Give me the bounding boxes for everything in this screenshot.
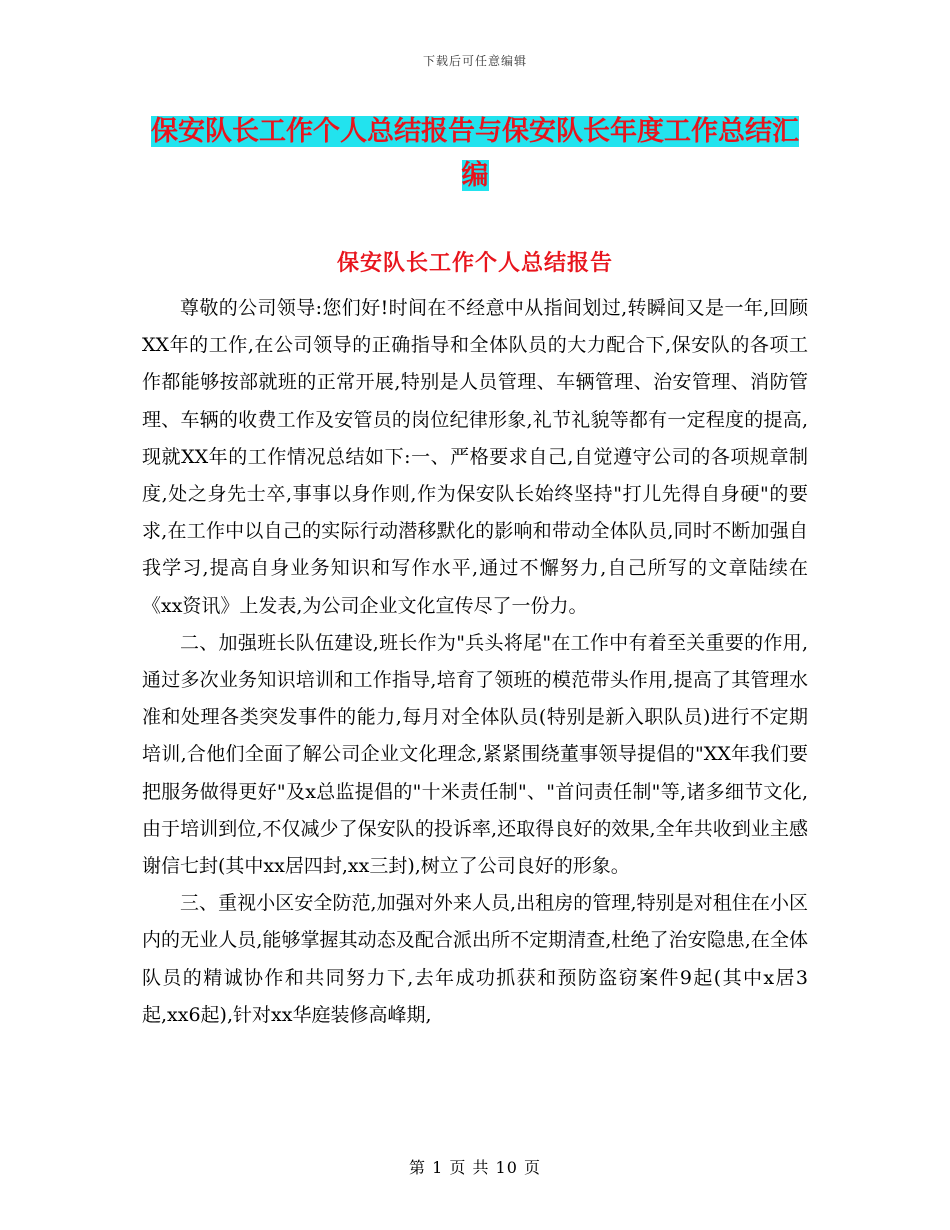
document-title	[140, 110, 810, 198]
body-paragraph: 三、重视小区安全防范,加强对外来人员,出租房的管理,特别是对租住在小区内的无业人员,能够掌握其动态及配合派出所不定期清查,杜绝了治安隐患,在全体队员的精诚协作和共同努力下,去年成功抓获和预防盗窃案件9起(其中x居3起,xx6起),针对xx华庭装修高峰期,	[142, 892, 808, 1026]
page-header-note: 下载后可任意编辑	[422, 54, 527, 68]
body-paragraph: 二、加强班长队伍建设,班长作为"兵头将尾"在工作中有着至关重要的作用,通过多次业务知识培训和工作指导,培育了领班的模范带头作用,提高了其管理水准和处理各类突发事件的能力,每月对全体队员(特别是新入职队员)进行不定期培训,合他们全面了解公司企业文化理念,紧紧围绕董事领导提倡的"XX年我们要把服务做得更好"及x总监提倡的"十米责任制"、"首问责任制"等,诸多细节文化,由于培训到位,不仅减少了保安队的投诉率,还取得良好的效果,全年共收到业主感谢信七封(其中xx居四封,xx三封),树立了公司良好的形象。	[142, 631, 808, 878]
page-number-footer: 第 1 页 共 10 页	[409, 1158, 541, 1177]
section-title: 保安队长工作个人总结报告	[336, 250, 613, 276]
document-title-text: 保安队长工作个人总结报告与保安队长年度工作总结汇编	[151, 116, 799, 191]
body-paragraph: 尊敬的公司领导:您们好!时间在不经意中从指间划过,转瞬间又是一年,回顾XX年的工作,在公司领导的正确指导和全体队员的大力配合下,保安队的各项工作都能够按部就班的正常开展,特别是人员管理、车辆管理、治安管理、消防管理、车辆的收费工作及安管员的岗位纪律形象,礼节礼貌等都有一定程度的提高,现就XX年的工作情况总结如下:一、严格要求自己,自觉遵守公司的各项规章制度,处之身先士卒,事事以身作则,作为保安队长始终坚持"打儿先得自身硬"的要求,在工作中以自己的实际行动潜移默化的影响和带动全体队员,同时不断加强自我学习,提高自身业务知识和写作水平,通过不懈努力,自己所写的文章陆续在《xx资讯》上发表,为公司企业文化宣传尽了一份力。	[142, 297, 808, 617]
document-body	[142, 290, 808, 1034]
